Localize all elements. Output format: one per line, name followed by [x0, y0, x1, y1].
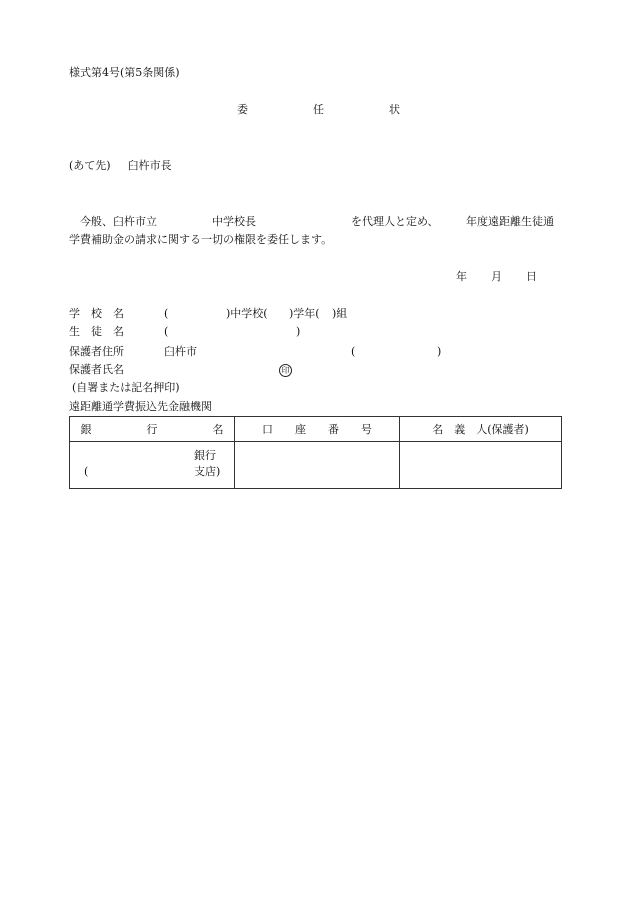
date-year: 年 [456, 270, 467, 283]
bank-table-row [70, 442, 562, 489]
address-close: ) [437, 345, 442, 358]
bank-table-header-row [70, 417, 562, 442]
school-label: 学 校 名 [69, 307, 124, 320]
addressee-prefix: (あて先) [69, 159, 111, 172]
header-bank-name: 銀 行 名 [70, 417, 235, 442]
cell-account-number[interactable] [235, 442, 400, 489]
signature-note: (自署または記名押印) [72, 381, 180, 394]
date-day: 日 [526, 270, 537, 283]
seal-mark [279, 363, 292, 377]
header-account-number: 口 座 番 号 [235, 417, 400, 442]
cell-account-holder[interactable] [400, 442, 562, 489]
school-class: )組 [332, 307, 348, 320]
guardian-label: 保護者氏名 [69, 363, 124, 376]
bank-suffix: 銀行 [194, 449, 216, 462]
date-month: 月 [491, 270, 502, 283]
branch-suffix: 支店) [194, 465, 221, 478]
form-number: 様式第4号(第5条関係) [69, 66, 180, 79]
address-city: 臼杵市 [164, 345, 197, 358]
body-p1-a: 今般、臼杵市立 [80, 215, 157, 228]
student-close: ) [296, 325, 301, 338]
address-label: 保護者住所 [69, 345, 124, 358]
seal-icon: 印 [279, 364, 292, 377]
student-open: ( [164, 325, 169, 338]
student-label: 生 徒 名 [69, 325, 124, 338]
address-open: ( [351, 345, 356, 358]
body-p1-d: 年度遠距離生徒通 [466, 215, 554, 228]
bank-table [69, 416, 562, 489]
body-p1-b: 中学校長 [212, 215, 256, 228]
document-title [237, 103, 400, 117]
school-open: ( [164, 307, 169, 320]
body-p1-c: を代理人と定め、 [351, 215, 439, 228]
addressee [69, 159, 172, 173]
branch-open: ( [84, 465, 89, 478]
school-mid: )中学校( [226, 307, 268, 320]
bank-section-title: 遠距離通学費振込先金融機関 [69, 400, 212, 413]
header-account-holder: 名 義 人(保護者) [400, 417, 562, 442]
school-grade: )学年( [289, 307, 320, 320]
title-char-1: 委 [237, 103, 248, 116]
cell-bank-name[interactable] [70, 442, 235, 489]
title-char-3: 状 [389, 103, 400, 116]
title-char-2: 任 [313, 103, 324, 116]
body-line-2: 学費補助金の請求に関する一切の権限を委任します。 [69, 233, 333, 246]
addressee-name: 臼杵市長 [127, 159, 172, 172]
